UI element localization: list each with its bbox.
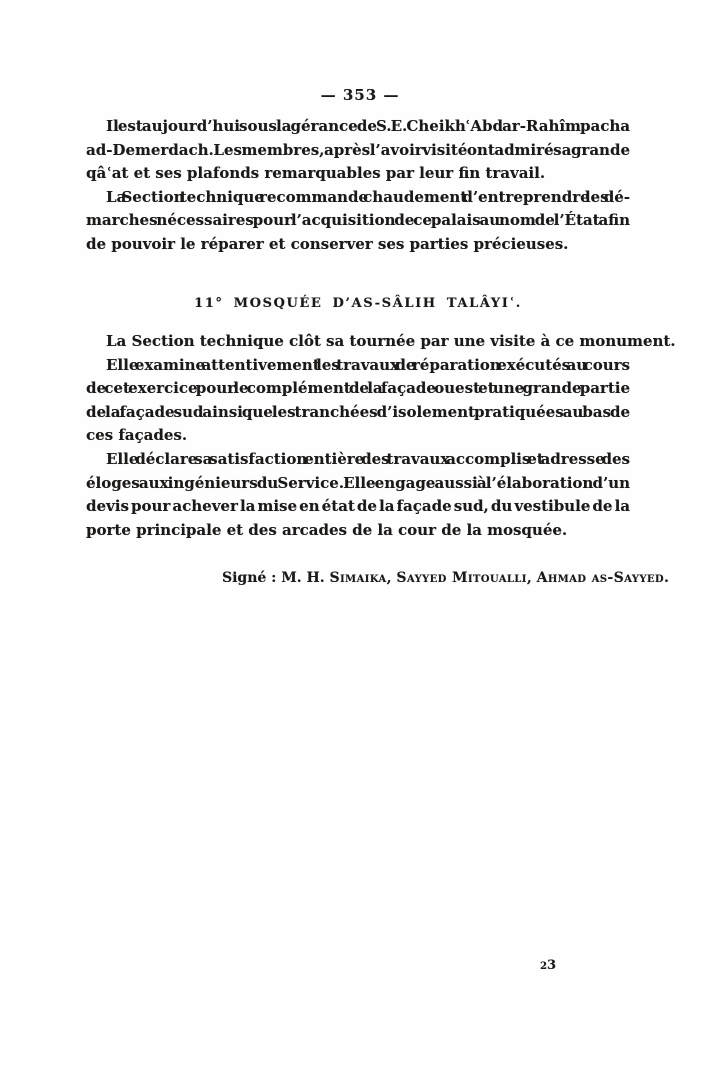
body-line: Elle déclare sa satisfaction entière des travaux accomplis et adresse des [106, 449, 630, 468]
signatory-name: Sayyed Mitoualli [396, 570, 527, 586]
paragraph-block-2 [86, 330, 676, 542]
signature-separator: , [386, 570, 397, 586]
body-line: de cet exercice pour le complément de la façade ouest et une grande partie [86, 379, 630, 398]
signature-prefix: Signé : M. H. [222, 570, 330, 586]
body-line: de la façade sud ainsi que les tranchées d’isolement pratiquées au bas de [86, 402, 630, 421]
signature-separator: , [526, 570, 537, 586]
printer-signature-mark: 23 [540, 958, 557, 973]
page-number: — 353 — [320, 86, 400, 104]
body-line: Elle examine attentivement les travaux de réparation exécutés au cours [106, 355, 630, 374]
body-line: marches nécessaires pour l’acquisition de ce palais au nom de l’État afin [86, 211, 630, 230]
signature-period: . [663, 570, 669, 586]
body-line: Il est aujourd’hui sous la gérance de S. E. Cheikh ʿAbd ar-Rahîm pacha [106, 117, 630, 135]
body-line: éloges aux ingénieurs du Service. Elle engage aussi à l’élaboration d’un [86, 473, 630, 492]
body-line: La Section technique clôt sa tournée par une visite à ce monument. [106, 332, 676, 350]
paragraph-block-1 [86, 115, 630, 257]
body-line: ces façades. [86, 426, 188, 445]
section-heading: 11° MOSQUÉE D’AS-SÂLIH TALÂYIʿ. [194, 296, 522, 311]
body-line: qâʿat et ses plafonds remarquables par leur fin travail. [86, 164, 546, 183]
signatory-name: Ahmad as-Sayyed [536, 570, 664, 586]
body-line: devis pour achever la mise en état de la façade sud, du vestibule de la [86, 497, 630, 516]
body-line: ad-Demerdach. Les membres, après l’avoir visité ont admiré sa grande [86, 140, 630, 159]
signature-line [86, 570, 669, 586]
body-line: La Section technique recommande chaudement d’entreprendre les dé- [106, 187, 630, 206]
signatory-name: Simaika [329, 570, 387, 586]
body-line: porte principale et des arcades de la cour de la mosquée. [86, 520, 568, 539]
body-line: de pouvoir le réparer et conserver ses parties précieuses. [86, 234, 569, 253]
